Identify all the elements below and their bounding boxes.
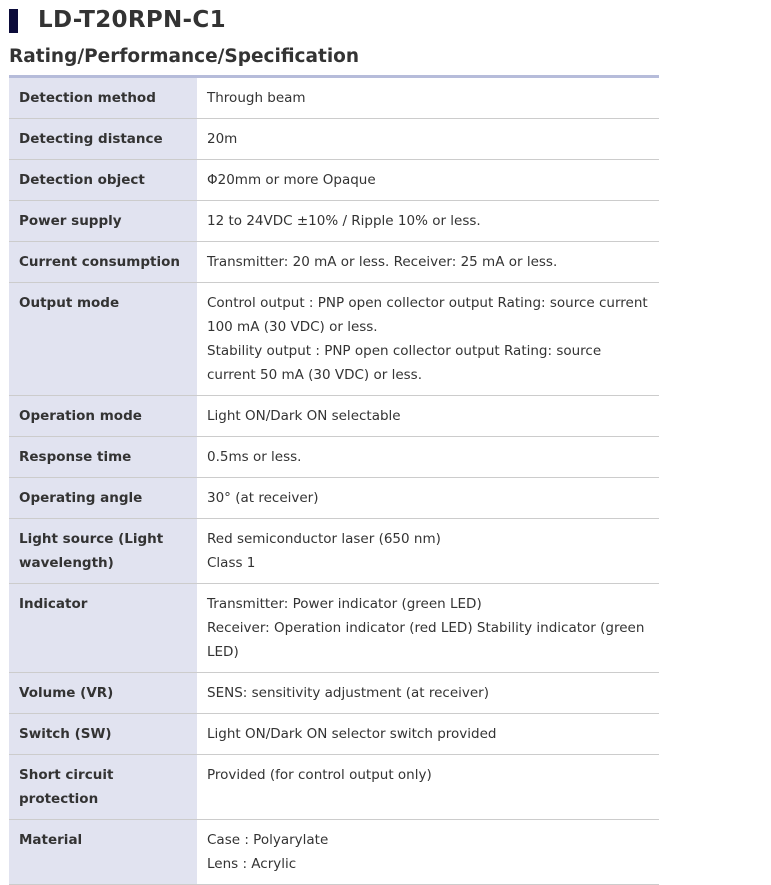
spec-value — [197, 119, 659, 160]
spec-label: Detection object — [9, 160, 197, 201]
spec-value-line: Φ20mm or more Opaque — [207, 172, 376, 188]
spec-row — [9, 160, 659, 201]
spec-row — [9, 673, 659, 714]
spec-label: Operating angle — [9, 478, 197, 519]
spec-value — [197, 673, 659, 714]
spec-label: Current consumption — [9, 242, 197, 283]
spec-value — [197, 283, 659, 396]
spec-value-line: 20m — [207, 131, 238, 147]
spec-value — [197, 714, 659, 755]
spec-value — [197, 201, 659, 242]
spec-value-line: SENS: sensitivity adjustment (at receiver) — [207, 685, 489, 701]
spec-value — [197, 478, 659, 519]
spec-value-line: Receiver: Operation indicator (red LED) Stability indicator (green LED) — [207, 620, 645, 660]
spec-row — [9, 201, 659, 242]
spec-value-line: Class 1 — [207, 555, 256, 571]
spec-label: Material — [9, 820, 197, 885]
spec-value-line: Through beam — [207, 90, 306, 106]
spec-label: Switch (SW) — [9, 714, 197, 755]
spec-label: Output mode — [9, 283, 197, 396]
spec-value-line: Provided (for control output only) — [207, 767, 432, 783]
spec-row — [9, 820, 659, 885]
spec-label: Detection method — [9, 77, 197, 119]
spec-row — [9, 119, 659, 160]
spec-value-line: Transmitter: Power indicator (green LED) — [207, 596, 482, 612]
spec-value-line: Light ON/Dark ON selectable — [207, 408, 401, 424]
spec-table — [9, 75, 659, 885]
spec-row — [9, 714, 659, 755]
spec-label: Power supply — [9, 201, 197, 242]
spec-value-line: 12 to 24VDC ±10% / Ripple 10% or less. — [207, 213, 481, 229]
spec-value-line: 30° (at receiver) — [207, 490, 319, 506]
spec-value-line: Control output : PNP open collector output Rating: source current 100 mA (30 VDC) or less. — [207, 295, 648, 335]
spec-value — [197, 437, 659, 478]
spec-label: Detecting distance — [9, 119, 197, 160]
spec-value-line: Light ON/Dark ON selector switch provided — [207, 726, 497, 742]
spec-value — [197, 755, 659, 820]
spec-row — [9, 77, 659, 119]
spec-value-line: Transmitter: 20 mA or less. Receiver: 25 mA or less. — [207, 254, 558, 270]
spec-row — [9, 584, 659, 673]
spec-value — [197, 77, 659, 119]
spec-table-body — [9, 77, 659, 885]
spec-row — [9, 437, 659, 478]
section-title: Rating/Performance/Specification — [9, 46, 360, 67]
spec-row — [9, 519, 659, 584]
spec-value-line: Case : Polyarylate — [207, 832, 329, 848]
spec-value-line: Red semiconductor laser (650 nm) — [207, 531, 441, 547]
spec-value-line: 0.5ms or less. — [207, 449, 302, 465]
spec-value — [197, 160, 659, 201]
spec-value — [197, 396, 659, 437]
spec-value — [197, 820, 659, 885]
spec-row — [9, 755, 659, 820]
spec-row — [9, 283, 659, 396]
product-title-text: LD-T20RPN-C1 — [38, 7, 226, 33]
spec-label: Indicator — [9, 584, 197, 673]
spec-label: Response time — [9, 437, 197, 478]
spec-value-line: Lens : Acrylic — [207, 856, 297, 872]
spec-row — [9, 478, 659, 519]
spec-label: Light source (Light wavelength) — [9, 519, 197, 584]
spec-label: Operation mode — [9, 396, 197, 437]
product-title — [9, 0, 771, 40]
spec-label: Short circuit protection — [9, 755, 197, 820]
spec-row — [9, 396, 659, 437]
spec-value — [197, 242, 659, 283]
spec-value-line: Stability output : PNP open collector output Rating: source current 50 mA (30 VDC) or less. — [207, 343, 602, 383]
spec-label: Volume (VR) — [9, 673, 197, 714]
spec-value — [197, 519, 659, 584]
title-marker-icon — [9, 9, 18, 33]
spec-value — [197, 584, 659, 673]
spec-row — [9, 242, 659, 283]
